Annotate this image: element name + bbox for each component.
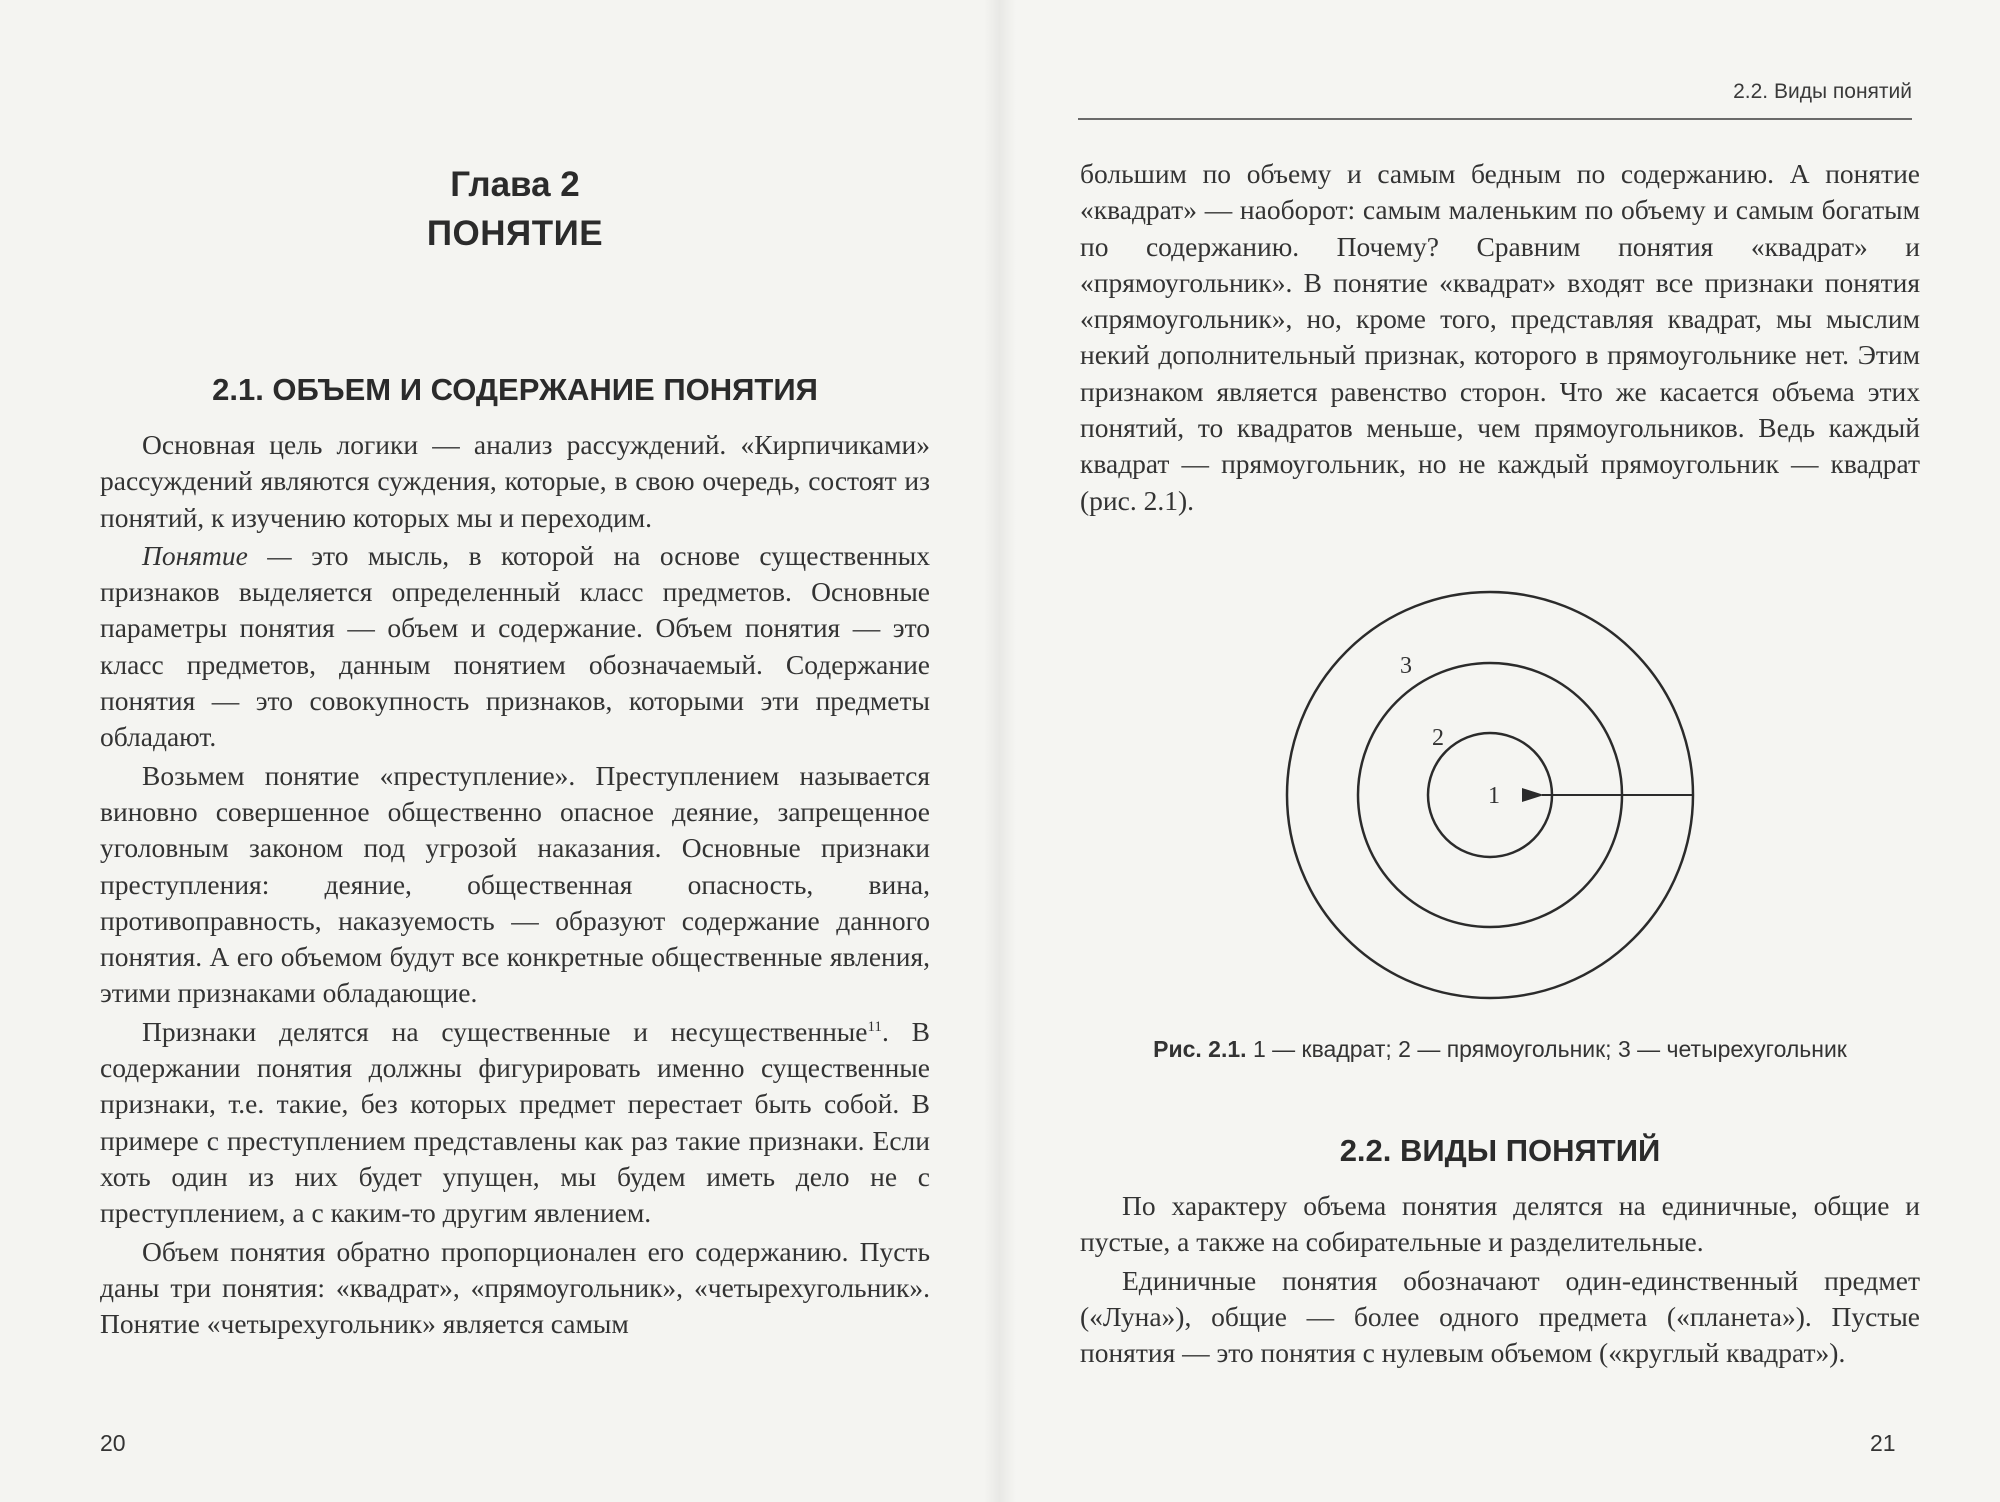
term-italic: Понятие — [142,539,292,571]
figure-label-2: 2 [1432,725,1444,751]
figure-2-1 [1280,585,1700,1005]
paragraph: Объем понятия обратно пропорционален его содержанию. Пусть даны три понятия: «квадрат», «прямоугольник», «четырехугольник». Понятие «четырехугольник» является самым [100,1235,930,1340]
section-heading-2-1: 2.1. ОБЪЕМ И СОДЕРЖАНИЕ ПОНЯТИЯ [212,372,818,407]
paragraph-text: В содержании понятия должны фигурировать именно существенные признаки, т.е. такие, без которых предмет перестает быть собой. В примере с преступлением представлены как раз такие признаки. Если хоть один из них будет упущен, мы будем иметь дело не с преступлением, а с каким-то другим явлением. [100,1015,930,1229]
book-gutter [984,0,1016,1502]
paragraph: Основная цель логики — анализ рассуждений. «Кирпичиками» рассуждений являются суждения, которые, в свою очередь, состоят из понятий, к изучению которых мы и переходим. [100,429,930,533]
paragraph-features [100,1014,930,1232]
paragraph-text: это мысль, в которой на основе существенных признаков выделяется определенный класс предметов. Основные параметры понятия — объем и содержание. Объем понятия — это класс предметов, данным понятием обозначаемый. Содержание понятия — это совокупность признаков, которыми эти предметы обладают. [100,539,930,753]
section-heading-2-2: 2.2. ВИДЫ ПОНЯТИЙ [1339,1133,1661,1168]
figure-label-3: 3 [1400,653,1412,679]
right-body-text-top [1080,156,1920,521]
paragraph: По характеру объема понятия делятся на единичные, общие и пустые, а также на собирательные и разделительные. [1080,1190,1920,1258]
paragraph: большим по объему и самым бедным по содержанию. А понятие «квадрат» — наоборот: самым маленьким по объему и самым богатым по содержанию. Почему? Сравним понятия «квадрат» и «прямоугольник». В понятие «квадрат» входят все признаки понятия «прямоугольник», но, кроме того, представляя квадрат, мы мыслим некий дополнительный признак, которого в прямоугольнике нет. Этим признаком является равенство сторон. Что же касается объема этих понятий, то квадратов меньше, чем прямоугольников. Ведь каждый квадрат — прямоугольник, но не каждый прямоугольник — квадрат (рис. 2.1). [1080,158,1920,516]
page-number-left: 20 [100,1430,126,1456]
chapter-title: ПОНЯТИЕ [426,214,604,253]
paragraph-text: Признаки делятся на существенные и несущественные [142,1015,868,1047]
footnote-ref[interactable]: 11 [867,1018,882,1035]
figure-caption-label: Рис. 2.1. [1153,1036,1247,1062]
paragraph-definition [100,538,930,756]
chapter-number: Глава 2 [450,165,580,204]
left-body-text [100,427,930,1344]
running-head: 2.2. Виды понятий [1733,80,1912,103]
page-number-right: 21 [1870,1430,1896,1456]
paragraph: Возьмем понятие «преступление». Преступлением называется виновно совершенное общественно опасное деяние, запрещенное уголовным законом под угрозой наказания. Основные признаки преступления: деяние, общественная опасность, вина, противоправность, наказуемость — образуют содержание данного понятия. А его объемом будут все конкретные общественные явления, этими признаками обладающие. [100,759,930,1009]
figure-label-1: 1 [1488,783,1500,809]
right-body-text-bottom [1080,1188,1920,1373]
figure-caption [1080,1036,1920,1063]
footnote-tail: . [881,1015,889,1047]
figure-caption-text: 1 — квадрат; 2 — прямоугольник; 3 — четырехугольник [1252,1036,1847,1062]
running-head-rule [1078,118,1912,120]
paragraph: Единичные понятия обозначают один-единственный предмет («Луна»), общие — более одного предмета («планета»). Пустые понятия — это понятия с нулевым объемом («круглый квадрат»). [1080,1264,1920,1369]
